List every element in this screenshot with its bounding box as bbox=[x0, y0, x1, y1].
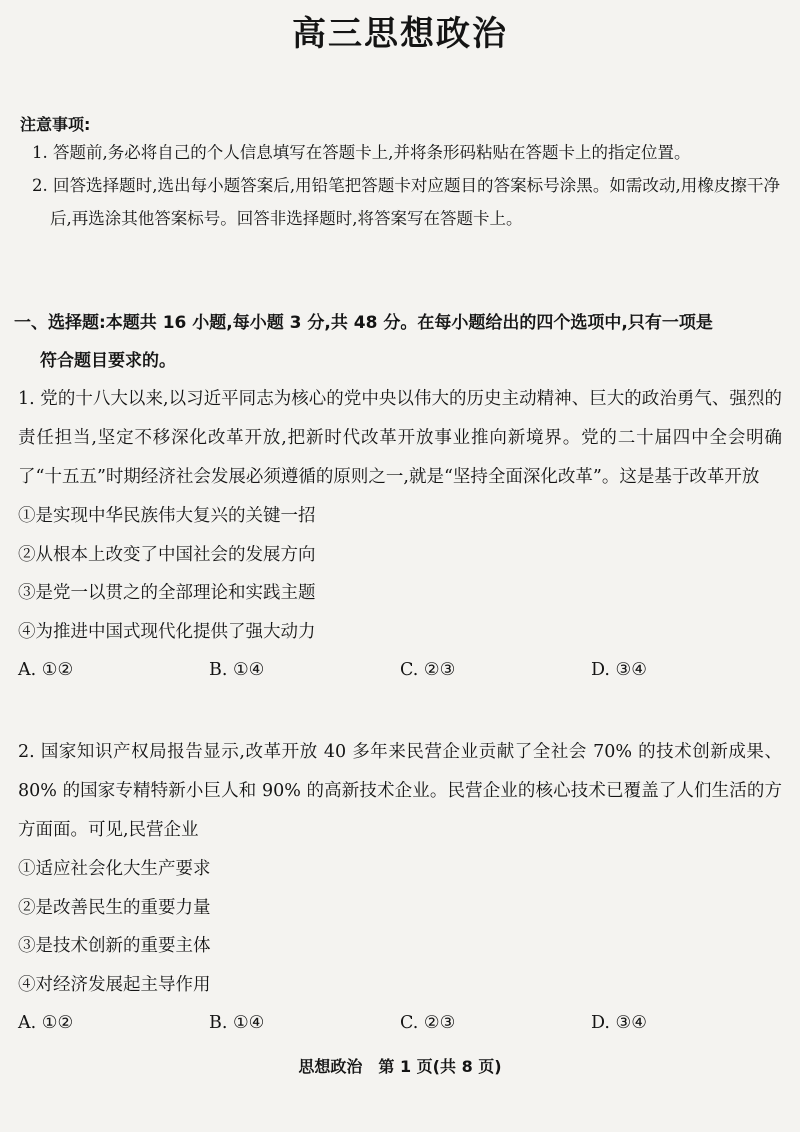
answer-options bbox=[18, 1004, 782, 1042]
statement-4: ④为推进中国式现代化提供了强大动力 bbox=[18, 621, 316, 642]
statement-2: ②从根本上改变了中国社会的发展方向 bbox=[18, 544, 316, 565]
notice-list bbox=[20, 136, 780, 235]
option-a: A. ①② bbox=[18, 1013, 74, 1033]
statement-3: ③是技术创新的重要主体 bbox=[18, 936, 211, 956]
statement-1: ①适应社会化大生产要求 bbox=[18, 859, 211, 879]
option-d: D. ③④ bbox=[591, 660, 647, 680]
statement-2: ②是改善民生的重要力量 bbox=[18, 897, 211, 918]
question-stem: 2. 国家知识产权局报告显示,改革开放 40 多年来民营企业贡献了全社会 70% 的技术创新成果、80% 的国家专精特新小巨人和 90% 的高新技术企业。民营企业的核心技术已覆盖了人们生活的方方面面。可见,民营企业 bbox=[18, 742, 782, 840]
statement-1: ①是实现中华民族伟大复兴的关键一招 bbox=[18, 506, 316, 526]
page-footer: 思想政治 第 1 页(共 8 页) bbox=[298, 1057, 502, 1076]
question-2 bbox=[18, 733, 782, 1042]
notice-item: 2. 回答选择题时,选出每小题答案后,用铅笔把答题卡对应题目的答案标号涂黑。如需改动,用橡皮擦干净后,再选涂其他答案标号。回答非选择题时,将答案写在答题卡上。 bbox=[32, 176, 780, 228]
option-b: B. ①④ bbox=[209, 1013, 265, 1033]
exam-title: 高三思想政治 bbox=[292, 14, 508, 54]
section-heading bbox=[14, 304, 778, 380]
statement-4: ④对经济发展起主导作用 bbox=[18, 974, 211, 995]
notice-item: 1. 答题前,务必将自己的个人信息填写在答题卡上,并将条形码粘贴在答题卡上的指定位置。 bbox=[32, 143, 691, 162]
notice-heading: 注意事项: bbox=[20, 115, 91, 134]
section-heading-line1: 一、选择题:本题共 16 小题,每小题 3 分,共 48 分。在每小题给出的四个选项中,只有一项是 bbox=[14, 313, 713, 333]
option-b: B. ①④ bbox=[209, 660, 265, 680]
question-stem: 1. 党的十八大以来,以习近平同志为核心的党中央以伟大的历史主动精神、巨大的政治勇气、强烈的责任担当,坚定不移深化改革开放,把新时代改革开放事业推向新境界。党的二十届四中全会明确了“十五五”时期经济社会发展必须遵循的原则之一,就是“坚持全面深化改革”。这是基于改革开放 bbox=[18, 389, 782, 487]
option-c: C. ②③ bbox=[400, 1013, 456, 1033]
question-1 bbox=[18, 380, 782, 689]
statement-3: ③是党一以贯之的全部理论和实践主题 bbox=[18, 583, 316, 603]
option-c: C. ②③ bbox=[400, 660, 456, 680]
option-d: D. ③④ bbox=[591, 1013, 647, 1033]
answer-options bbox=[18, 651, 782, 689]
section-heading-line2: 符合题目要求的。 bbox=[40, 351, 176, 371]
option-a: A. ①② bbox=[18, 660, 74, 680]
